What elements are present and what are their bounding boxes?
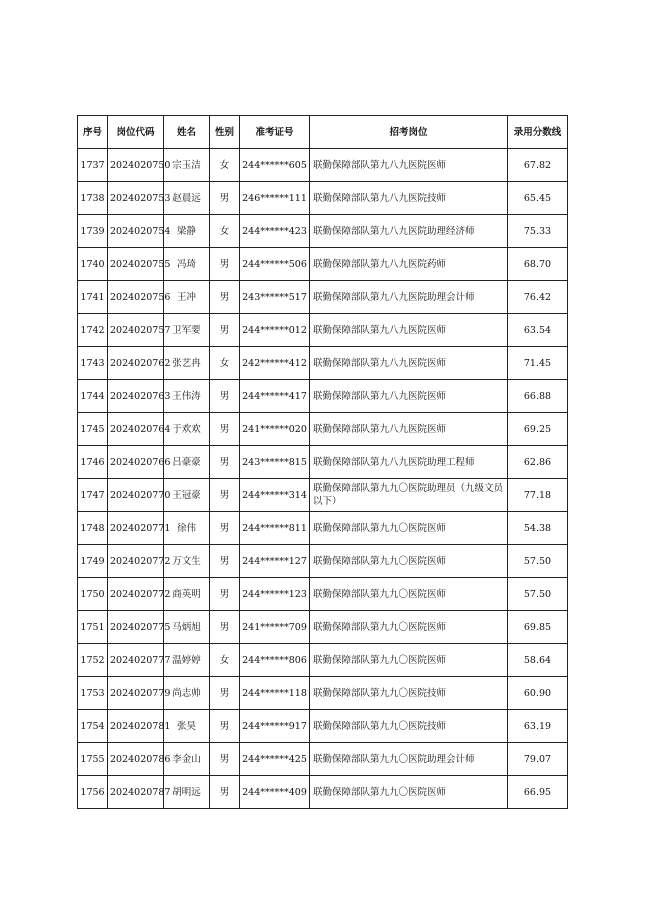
cell-score: 62.86 <box>508 446 568 479</box>
cell-post: 联勤保障部队第九九〇医院技师 <box>310 710 508 743</box>
cell-post: 联勤保障部队第九九〇医院医师 <box>310 545 508 578</box>
cell-exam-id: 244******605 <box>240 149 310 182</box>
cell-name: 胡明远 <box>164 776 210 809</box>
cell-seq: 1740 <box>78 248 108 281</box>
table-row <box>78 149 568 182</box>
cell-exam-id: 244******811 <box>240 512 310 545</box>
table-row <box>78 743 568 776</box>
header-exam-id: 准考证号 <box>240 116 310 149</box>
cell-exam-id: 244******423 <box>240 215 310 248</box>
table-row <box>78 380 568 413</box>
cell-exam-id: 244******425 <box>240 743 310 776</box>
cell-exam-id: 243******517 <box>240 281 310 314</box>
cell-name: 尚志帅 <box>164 677 210 710</box>
cell-name: 冯琦 <box>164 248 210 281</box>
cell-post: 联勤保障部队第九八九医院技师 <box>310 182 508 215</box>
header-seq: 序号 <box>78 116 108 149</box>
cell-post-code: 2024020753 <box>108 182 164 215</box>
cell-score: 66.95 <box>508 776 568 809</box>
cell-name: 万文生 <box>164 545 210 578</box>
cell-exam-id: 246******111 <box>240 182 310 215</box>
cell-post: 联勤保障部队第九八九医院医师 <box>310 347 508 380</box>
cell-seq: 1741 <box>78 281 108 314</box>
cell-name: 温婷婷 <box>164 644 210 677</box>
cell-post-code: 2024020781 <box>108 710 164 743</box>
cell-score: 66.88 <box>508 380 568 413</box>
table-row <box>78 248 568 281</box>
admission-score-table <box>77 115 568 809</box>
table-row <box>78 611 568 644</box>
cell-sex: 男 <box>210 677 240 710</box>
cell-sex: 男 <box>210 743 240 776</box>
cell-post: 联勤保障部队第九八九医院医师 <box>310 380 508 413</box>
table-row <box>78 677 568 710</box>
cell-seq: 1742 <box>78 314 108 347</box>
cell-name: 宗玉洁 <box>164 149 210 182</box>
table-row <box>78 314 568 347</box>
cell-post: 联勤保障部队第九八九医院药师 <box>310 248 508 281</box>
cell-score: 58.64 <box>508 644 568 677</box>
cell-post: 联勤保障部队第九八九医院医师 <box>310 413 508 446</box>
cell-score: 68.70 <box>508 248 568 281</box>
cell-name: 王伟涛 <box>164 380 210 413</box>
cell-sex: 男 <box>210 545 240 578</box>
cell-exam-id: 244******917 <box>240 710 310 743</box>
table-row <box>78 776 568 809</box>
cell-post: 联勤保障部队第九八九医院医师 <box>310 149 508 182</box>
cell-exam-id: 244******806 <box>240 644 310 677</box>
cell-name: 王冲 <box>164 281 210 314</box>
cell-score: 63.19 <box>508 710 568 743</box>
table-row <box>78 281 568 314</box>
cell-post-code: 2024020764 <box>108 413 164 446</box>
cell-post-code: 2024020766 <box>108 446 164 479</box>
cell-exam-id: 241******709 <box>240 611 310 644</box>
cell-sex: 男 <box>210 314 240 347</box>
cell-sex: 女 <box>210 644 240 677</box>
header-sex: 性别 <box>210 116 240 149</box>
cell-seq: 1739 <box>78 215 108 248</box>
header-name: 姓名 <box>164 116 210 149</box>
cell-name: 李金山 <box>164 743 210 776</box>
cell-sex: 男 <box>210 776 240 809</box>
cell-name: 商英明 <box>164 578 210 611</box>
cell-sex: 男 <box>210 413 240 446</box>
cell-seq: 1756 <box>78 776 108 809</box>
cell-sex: 男 <box>210 512 240 545</box>
cell-sex: 男 <box>210 248 240 281</box>
cell-seq: 1752 <box>78 644 108 677</box>
cell-name: 徐伟 <box>164 512 210 545</box>
table-row <box>78 578 568 611</box>
cell-name: 张昊 <box>164 710 210 743</box>
cell-exam-id: 244******314 <box>240 479 310 512</box>
cell-post: 联勤保障部队第九九〇医院医师 <box>310 644 508 677</box>
cell-seq: 1749 <box>78 545 108 578</box>
cell-exam-id: 244******127 <box>240 545 310 578</box>
cell-sex: 男 <box>210 182 240 215</box>
cell-sex: 男 <box>210 479 240 512</box>
cell-score: 57.50 <box>508 545 568 578</box>
cell-post-code: 2024020770 <box>108 479 164 512</box>
table-row <box>78 182 568 215</box>
cell-post-code: 2024020762 <box>108 347 164 380</box>
table-row <box>78 512 568 545</box>
cell-exam-id: 244******409 <box>240 776 310 809</box>
cell-exam-id: 244******012 <box>240 314 310 347</box>
cell-score: 54.38 <box>508 512 568 545</box>
cell-score: 65.45 <box>508 182 568 215</box>
cell-sex: 男 <box>210 710 240 743</box>
cell-seq: 1751 <box>78 611 108 644</box>
cell-post-code: 2024020756 <box>108 281 164 314</box>
cell-post-code: 2024020771 <box>108 512 164 545</box>
cell-post: 联勤保障部队第九九〇医院医师 <box>310 776 508 809</box>
cell-score: 69.25 <box>508 413 568 446</box>
table-row <box>78 479 568 512</box>
cell-seq: 1754 <box>78 710 108 743</box>
cell-seq: 1744 <box>78 380 108 413</box>
cell-name: 梁静 <box>164 215 210 248</box>
cell-name: 王冠豪 <box>164 479 210 512</box>
cell-score: 69.85 <box>508 611 568 644</box>
cell-post: 联勤保障部队第九八九医院助理会计师 <box>310 281 508 314</box>
cell-post: 联勤保障部队第九九〇医院助理员（九级文员以下） <box>310 479 508 512</box>
cell-seq: 1750 <box>78 578 108 611</box>
cell-post-code: 2024020754 <box>108 215 164 248</box>
header-score: 录用分数线 <box>508 116 568 149</box>
cell-score: 79.07 <box>508 743 568 776</box>
cell-score: 57.50 <box>508 578 568 611</box>
cell-sex: 男 <box>210 611 240 644</box>
cell-post-code: 2024020777 <box>108 644 164 677</box>
cell-score: 77.18 <box>508 479 568 512</box>
cell-post-code: 2024020779 <box>108 677 164 710</box>
cell-exam-id: 244******506 <box>240 248 310 281</box>
cell-exam-id: 241******020 <box>240 413 310 446</box>
cell-post: 联勤保障部队第九八九医院助理经济师 <box>310 215 508 248</box>
cell-post: 联勤保障部队第九九〇医院助理会计师 <box>310 743 508 776</box>
cell-name: 于欢欢 <box>164 413 210 446</box>
cell-score: 71.45 <box>508 347 568 380</box>
cell-seq: 1748 <box>78 512 108 545</box>
cell-score: 60.90 <box>508 677 568 710</box>
cell-post-code: 2024020772 <box>108 578 164 611</box>
cell-post-code: 2024020755 <box>108 248 164 281</box>
cell-post: 联勤保障部队第九九〇医院技师 <box>310 677 508 710</box>
cell-seq: 1737 <box>78 149 108 182</box>
cell-post-code: 2024020787 <box>108 776 164 809</box>
cell-post-code: 2024020750 <box>108 149 164 182</box>
cell-name: 马炳旭 <box>164 611 210 644</box>
table-header <box>78 116 568 149</box>
table-row <box>78 413 568 446</box>
cell-post-code: 2024020763 <box>108 380 164 413</box>
cell-seq: 1743 <box>78 347 108 380</box>
cell-post: 联勤保障部队第九九〇医院医师 <box>310 512 508 545</box>
cell-seq: 1738 <box>78 182 108 215</box>
cell-post-code: 2024020757 <box>108 314 164 347</box>
cell-seq: 1747 <box>78 479 108 512</box>
cell-post: 联勤保障部队第九九〇医院医师 <box>310 611 508 644</box>
cell-seq: 1745 <box>78 413 108 446</box>
cell-name: 赵晨远 <box>164 182 210 215</box>
cell-exam-id: 244******118 <box>240 677 310 710</box>
cell-post: 联勤保障部队第九八九医院医师 <box>310 314 508 347</box>
table-body <box>78 149 568 809</box>
cell-post-code: 2024020786 <box>108 743 164 776</box>
header-post: 招考岗位 <box>310 116 508 149</box>
header-row <box>78 116 568 149</box>
cell-sex: 男 <box>210 578 240 611</box>
cell-score: 63.54 <box>508 314 568 347</box>
table-row <box>78 347 568 380</box>
cell-post-code: 2024020775 <box>108 611 164 644</box>
table-row <box>78 710 568 743</box>
cell-sex: 男 <box>210 380 240 413</box>
cell-exam-id: 242******412 <box>240 347 310 380</box>
cell-sex: 男 <box>210 446 240 479</box>
cell-sex: 男 <box>210 281 240 314</box>
cell-post: 联勤保障部队第九八九医院助理工程师 <box>310 446 508 479</box>
header-post-code: 岗位代码 <box>108 116 164 149</box>
table-row <box>78 215 568 248</box>
cell-seq: 1753 <box>78 677 108 710</box>
cell-seq: 1746 <box>78 446 108 479</box>
cell-exam-id: 244******417 <box>240 380 310 413</box>
cell-sex: 女 <box>210 347 240 380</box>
cell-sex: 女 <box>210 149 240 182</box>
cell-exam-id: 244******123 <box>240 578 310 611</box>
cell-name: 吕豪豪 <box>164 446 210 479</box>
cell-name: 卫军要 <box>164 314 210 347</box>
cell-score: 76.42 <box>508 281 568 314</box>
table-row <box>78 545 568 578</box>
cell-name: 张艺冉 <box>164 347 210 380</box>
table-row <box>78 644 568 677</box>
cell-score: 75.33 <box>508 215 568 248</box>
cell-post-code: 2024020772 <box>108 545 164 578</box>
table-row <box>78 446 568 479</box>
cell-score: 67.82 <box>508 149 568 182</box>
cell-post: 联勤保障部队第九九〇医院医师 <box>310 578 508 611</box>
cell-sex: 女 <box>210 215 240 248</box>
cell-seq: 1755 <box>78 743 108 776</box>
cell-exam-id: 243******815 <box>240 446 310 479</box>
